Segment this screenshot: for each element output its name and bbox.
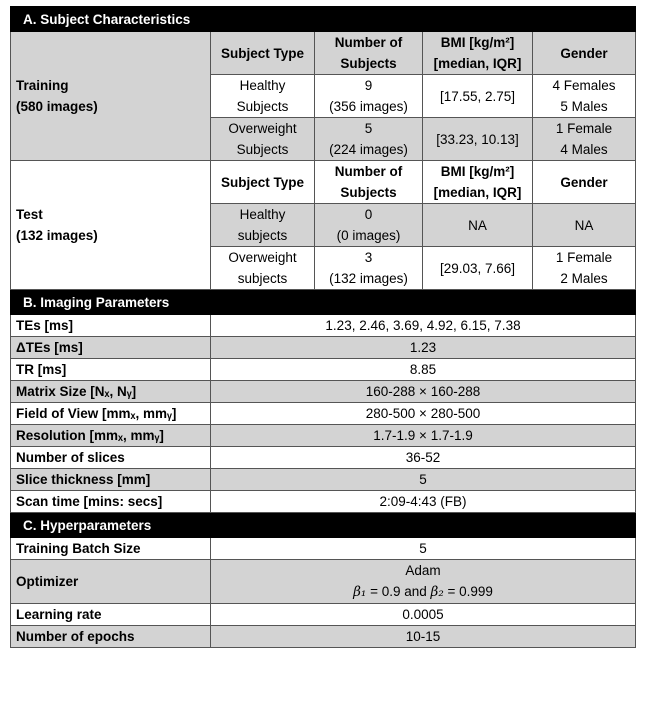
imaging-value: 5 — [211, 469, 636, 491]
test-label-cell — [11, 161, 211, 290]
optimizer-betas — [213, 581, 633, 603]
bmi-header-line1: BMI [kg/m²] — [440, 164, 515, 179]
section-c-title: C. Hyperparameters — [11, 513, 636, 538]
gender-l1: 1 Female — [555, 121, 613, 136]
training-header-gender: Gender — [533, 32, 636, 75]
imaging-value: 2:09-4:43 (FB) — [211, 491, 636, 513]
section-b-header — [11, 290, 636, 315]
optimizer-name: Adam — [405, 563, 441, 578]
beta2-value: = 0.999 — [443, 584, 493, 599]
subject-type-cell — [211, 118, 315, 161]
parameters-table-container — [10, 6, 635, 648]
subject-count-cell — [315, 247, 423, 290]
parameters-table — [10, 6, 636, 648]
test-header-gender: Gender — [533, 161, 636, 204]
beta1-value: = 0.9 and — [366, 584, 431, 599]
subject-type-l2: Subjects — [236, 99, 289, 114]
imaging-value: 36-52 — [211, 447, 636, 469]
training-header-bmi — [423, 32, 533, 75]
imaging-row — [11, 381, 636, 403]
gender-l2: 2 Males — [560, 271, 608, 286]
bmi-cell: [17.55, 2.75] — [423, 75, 533, 118]
test-header-row — [11, 161, 636, 204]
training-header-type: Subject Type — [211, 32, 315, 75]
section-a-title: A. Subject Characteristics — [11, 7, 636, 32]
imaging-value: 160-288 × 160-288 — [211, 381, 636, 403]
imaging-row — [11, 359, 636, 381]
hyper-label: Number of epochs — [11, 626, 211, 648]
subject-type-cell — [211, 204, 315, 247]
imaging-value: 1.7-1.9 × 1.7-1.9 — [211, 425, 636, 447]
bmi-cell: NA — [423, 204, 533, 247]
training-count: (580 images) — [16, 99, 98, 114]
imaging-label: Scan time [mins: secs] — [11, 491, 211, 513]
bmi-cell: [33.23, 10.13] — [423, 118, 533, 161]
hyper-value: 0.0005 — [211, 604, 636, 626]
imaging-label: TEs [ms] — [11, 315, 211, 337]
imaging-row — [11, 491, 636, 513]
gender-l1: 4 Females — [552, 78, 616, 93]
section-c-header — [11, 513, 636, 538]
imaging-label: ΔTEs [ms] — [11, 337, 211, 359]
imaging-row — [11, 315, 636, 337]
subject-count-cell — [315, 204, 423, 247]
hyper-row-optimizer — [11, 560, 636, 604]
subject-count-l1: 3 — [364, 250, 373, 265]
training-label-cell — [11, 32, 211, 161]
hyper-value: 5 — [211, 538, 636, 560]
imaging-value: 1.23, 2.46, 3.69, 4.92, 6.15, 7.38 — [211, 315, 636, 337]
subject-count-l2: (0 images) — [336, 228, 401, 243]
gender-cell — [533, 75, 636, 118]
hyper-value: 10-15 — [211, 626, 636, 648]
subject-type-l1: Healthy — [239, 207, 286, 222]
subject-count-cell — [315, 118, 423, 161]
subject-type-l2: Subjects — [236, 142, 289, 157]
subject-type-l1: Healthy — [239, 78, 286, 93]
gender-l1: 1 Female — [555, 250, 613, 265]
subject-count-cell — [315, 75, 423, 118]
test-header-type: Subject Type — [211, 161, 315, 204]
beta2-symbol: β₂ — [430, 584, 444, 600]
imaging-label: Field of View [mmₓ, mmᵧ] — [11, 403, 211, 425]
section-b-title: B. Imaging Parameters — [11, 290, 636, 315]
subject-type-cell — [211, 75, 315, 118]
imaging-row — [11, 337, 636, 359]
section-a-header — [11, 7, 636, 32]
hyper-row-batch — [11, 538, 636, 560]
imaging-label: TR [ms] — [11, 359, 211, 381]
hyper-row-lr — [11, 604, 636, 626]
imaging-label: Resolution [mmₓ, mmᵧ] — [11, 425, 211, 447]
hyper-label: Training Batch Size — [11, 538, 211, 560]
imaging-row — [11, 403, 636, 425]
imaging-value: 1.23 — [211, 337, 636, 359]
hyper-label: Learning rate — [11, 604, 211, 626]
imaging-row — [11, 447, 636, 469]
gender-cell: NA — [533, 204, 636, 247]
subject-type-l2: subjects — [237, 271, 288, 286]
subject-type-l2: subjects — [237, 228, 288, 243]
subject-count-l2: (224 images) — [329, 142, 408, 157]
gender-cell — [533, 247, 636, 290]
imaging-label: Slice thickness [mm] — [11, 469, 211, 491]
bmi-header-line1: BMI [kg/m²] — [440, 35, 515, 50]
imaging-row — [11, 425, 636, 447]
bmi-header-line2: [median, IQR] — [433, 56, 522, 71]
gender-cell — [533, 118, 636, 161]
imaging-value: 8.85 — [211, 359, 636, 381]
subject-type-l1: Overweight — [228, 121, 297, 136]
training-header-row — [11, 32, 636, 75]
bmi-cell: [29.03, 7.66] — [423, 247, 533, 290]
gender-l2: 4 Males — [560, 142, 608, 157]
subject-count-l2: (132 images) — [329, 271, 408, 286]
test-header-num: Number of Subjects — [315, 161, 423, 204]
subject-count-l1: 5 — [364, 121, 373, 136]
subject-count-l1: 0 — [364, 207, 373, 222]
hyper-label: Optimizer — [11, 560, 211, 604]
test-count: (132 images) — [16, 228, 98, 243]
imaging-label: Matrix Size [Nₓ, Nᵧ] — [11, 381, 211, 403]
training-label: Training — [16, 78, 69, 93]
gender-l2: 5 Males — [560, 99, 608, 114]
optimizer-value-cell — [211, 560, 636, 604]
imaging-value: 280-500 × 280-500 — [211, 403, 636, 425]
subject-count-l2: (356 images) — [329, 99, 408, 114]
subject-count-l1: 9 — [364, 78, 373, 93]
imaging-row — [11, 469, 636, 491]
hyper-row-epochs — [11, 626, 636, 648]
test-header-bmi — [423, 161, 533, 204]
imaging-label: Number of slices — [11, 447, 211, 469]
subject-type-cell — [211, 247, 315, 290]
test-label: Test — [16, 207, 43, 222]
training-header-num: Number of Subjects — [315, 32, 423, 75]
beta1-symbol: β₁ — [353, 584, 367, 600]
subject-type-l1: Overweight — [228, 250, 297, 265]
bmi-header-line2: [median, IQR] — [433, 185, 522, 200]
